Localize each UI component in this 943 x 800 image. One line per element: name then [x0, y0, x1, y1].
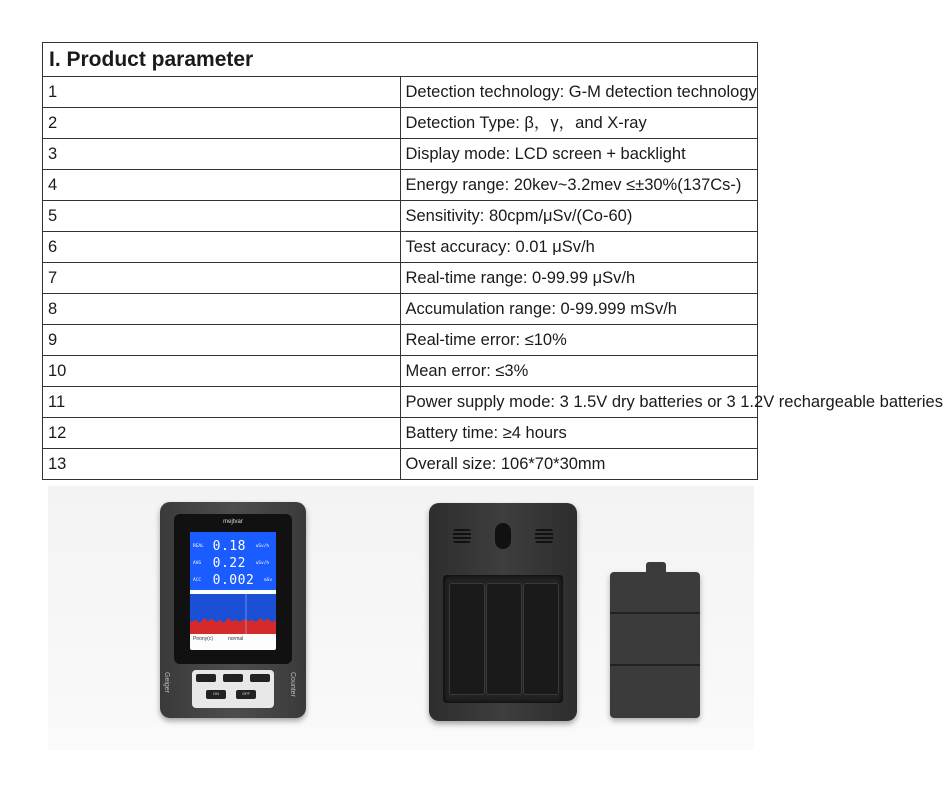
- status-label: Pirony(c): [193, 636, 214, 642]
- row-text: Test accuracy: 0.01 μSv/h: [400, 232, 758, 263]
- row-text: Detection technology: G-M detection technology: [400, 77, 758, 108]
- table-row: [43, 418, 758, 449]
- row-text: Mean error: ≤3%: [400, 356, 758, 387]
- key-1[interactable]: [196, 674, 216, 682]
- side-label-right: Counter: [289, 672, 296, 697]
- row-text: Energy range: 20kev~3.2mev ≤±30%(137Cs-): [400, 170, 758, 201]
- row-text: Accumulation range: 0-99.999 mSv/h: [400, 294, 758, 325]
- row-number: 10: [43, 356, 401, 387]
- row-number: 6: [43, 232, 401, 263]
- row-text: Display mode: LCD screen + backlight: [400, 139, 758, 170]
- lcd-readout-panel: [190, 532, 276, 590]
- table-row: [43, 108, 758, 139]
- row-number: 13: [43, 449, 401, 480]
- row-text: Power supply mode: 3 1.5V dry batteries or 3 1.2V rechargeable batteries: [400, 387, 758, 418]
- table-row: [43, 325, 758, 356]
- table-row: [43, 77, 758, 108]
- row-number: 3: [43, 139, 401, 170]
- table-row: [43, 356, 758, 387]
- screen-bezel: [174, 514, 292, 664]
- row-number: 1: [43, 77, 401, 108]
- cover-ridge: [610, 664, 700, 666]
- speaker-grille-left: [453, 529, 471, 543]
- row-number: 4: [43, 170, 401, 201]
- table-row: [43, 294, 758, 325]
- row-text: Overall size: 106*70*30mm: [400, 449, 758, 480]
- row-number: 2: [43, 108, 401, 139]
- geiger-counter-back: [429, 503, 577, 721]
- brand-label: mejtvar: [223, 519, 243, 525]
- row-number: 9: [43, 325, 401, 356]
- battery-slot: [523, 583, 559, 695]
- table-row: [43, 263, 758, 294]
- row-number: 5: [43, 201, 401, 232]
- row-text: Battery time: ≥4 hours: [400, 418, 758, 449]
- on-button[interactable]: ON: [206, 690, 226, 699]
- battery-slot: [449, 583, 485, 695]
- row-text: Real-time range: 0-99.99 μSv/h: [400, 263, 758, 294]
- battery-compartment: [443, 575, 563, 703]
- product-parameter-table: [42, 42, 943, 480]
- battery-slot: [486, 583, 522, 695]
- keypad: [192, 670, 274, 708]
- lcd-screen: [190, 532, 276, 650]
- key-2[interactable]: [223, 674, 243, 682]
- table-row: [43, 232, 758, 263]
- key-3[interactable]: [250, 674, 270, 682]
- row-number: 11: [43, 387, 401, 418]
- row-number: 7: [43, 263, 401, 294]
- off-button[interactable]: OFF: [236, 690, 256, 699]
- speaker-grille-right: [535, 529, 553, 543]
- table-row: [43, 449, 758, 480]
- cover-ridge: [610, 612, 700, 614]
- mode-label: normal: [228, 636, 244, 642]
- table-row: [43, 201, 758, 232]
- row-text: Sensitivity: 80cpm/μSv/(Co-60): [400, 201, 758, 232]
- table-row: [43, 387, 758, 418]
- battery-cover: [610, 572, 700, 718]
- geiger-counter-front: [160, 502, 306, 718]
- row-number: 12: [43, 418, 401, 449]
- row-text: Real-time error: ≤10%: [400, 325, 758, 356]
- table-row: [43, 139, 758, 170]
- side-label-left: Geiger: [163, 672, 170, 694]
- reading-acc: ACC 0.002 mSv: [193, 573, 273, 588]
- cover-tab: [646, 562, 666, 574]
- row-text: Detection Type: β，γ，and X-ray: [400, 108, 758, 139]
- table-title: I. Product parameter: [43, 43, 758, 77]
- reading-avg: AVG 0.22 uSv/h: [193, 556, 270, 571]
- hanging-hole: [495, 523, 511, 549]
- reading-real: REAL 0.18 uSv/h: [193, 539, 270, 554]
- radiation-graph: [190, 594, 276, 634]
- row-number: 8: [43, 294, 401, 325]
- table-row: [43, 170, 758, 201]
